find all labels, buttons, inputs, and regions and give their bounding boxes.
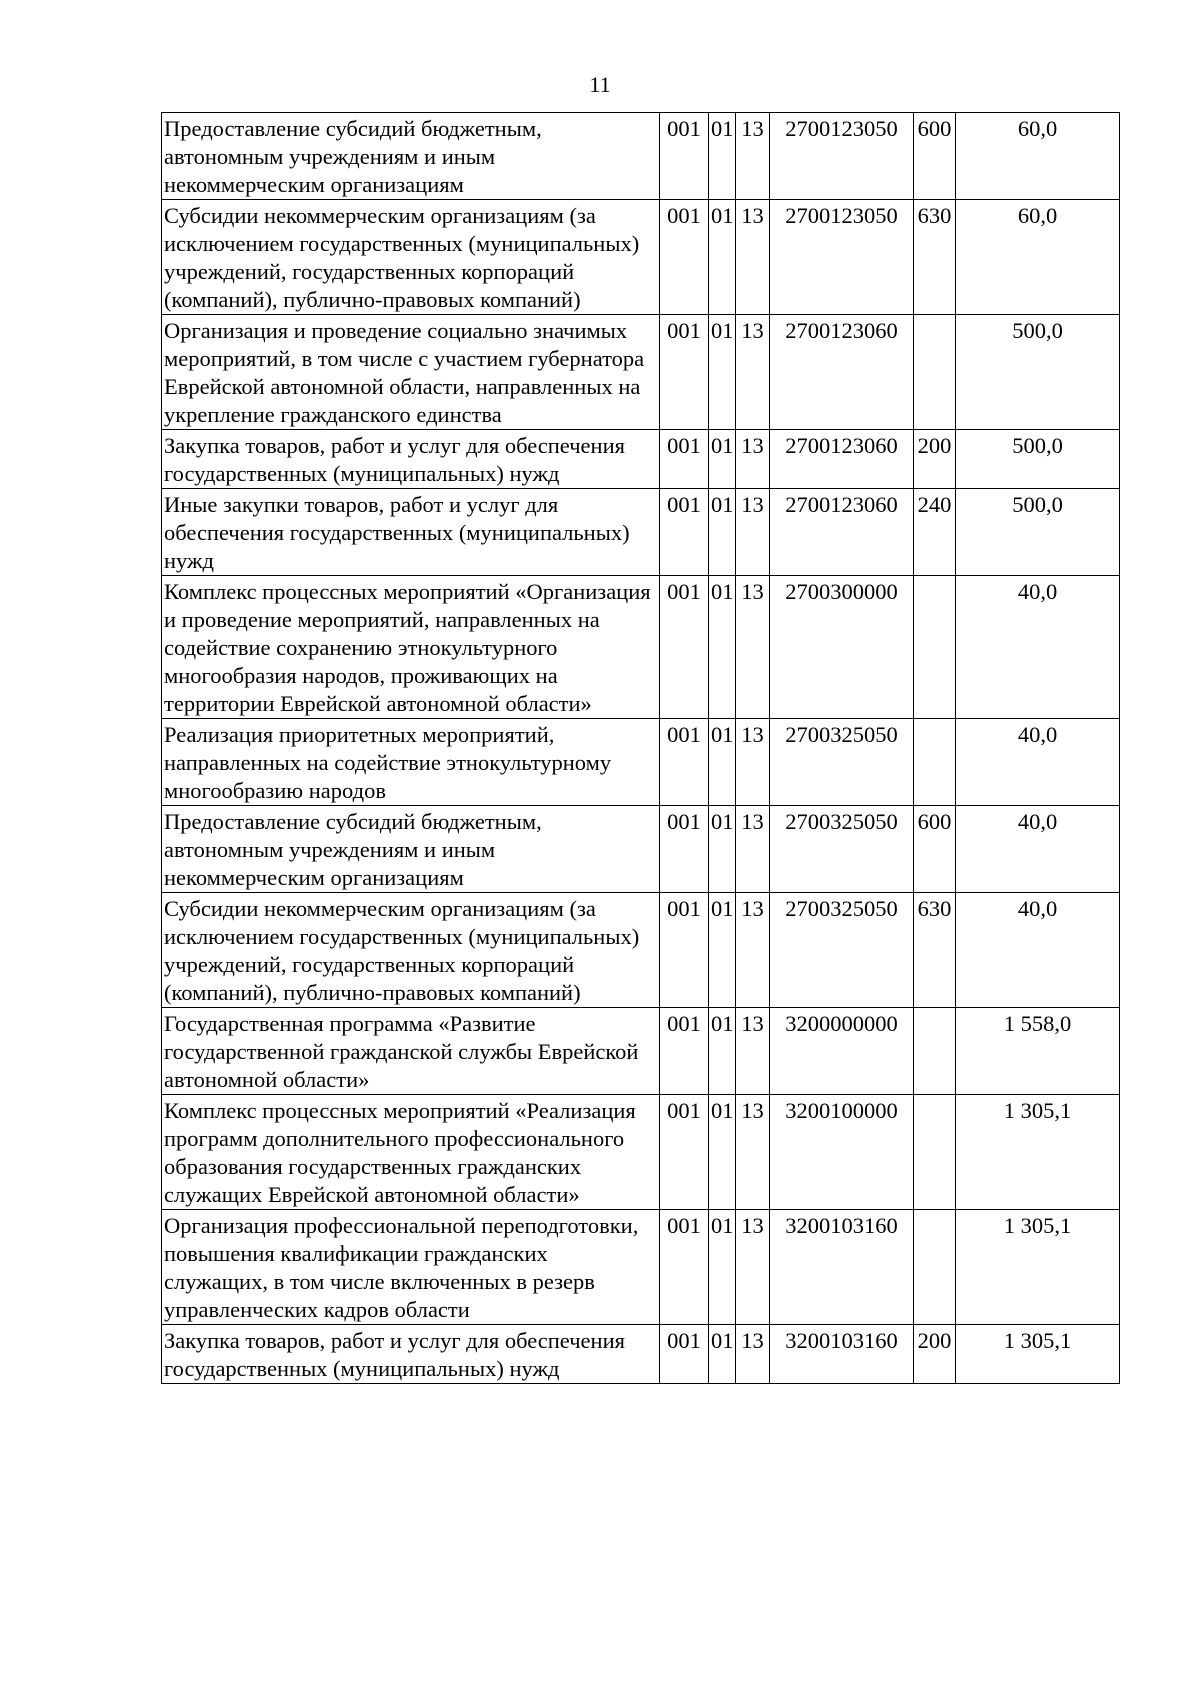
section-code: 01 bbox=[709, 1325, 736, 1384]
subsection-code: 13 bbox=[736, 719, 770, 806]
expense-type-code bbox=[914, 719, 956, 806]
table-row bbox=[162, 893, 1120, 1008]
amount: 500,0 bbox=[956, 315, 1120, 430]
table-row bbox=[162, 1325, 1120, 1384]
subsection-code: 13 bbox=[736, 1210, 770, 1325]
target-item-code: 3200103160 bbox=[770, 1210, 914, 1325]
section-code: 01 bbox=[709, 893, 736, 1008]
subsection-code: 13 bbox=[736, 576, 770, 719]
expense-type-code bbox=[914, 1008, 956, 1095]
target-item-code: 3200100000 bbox=[770, 1095, 914, 1210]
subsection-code: 13 bbox=[736, 315, 770, 430]
subsection-code: 13 bbox=[736, 893, 770, 1008]
admin-code: 001 bbox=[660, 315, 709, 430]
target-item-code: 2700123060 bbox=[770, 489, 914, 576]
item-name: Иные закупки товаров, работ и услуг для обеспечения государственных (муниципальных) нужд bbox=[162, 489, 660, 576]
expense-type-code bbox=[914, 315, 956, 430]
table-row bbox=[162, 1008, 1120, 1095]
admin-code: 001 bbox=[660, 200, 709, 315]
admin-code: 001 bbox=[660, 430, 709, 489]
subsection-code: 13 bbox=[736, 489, 770, 576]
amount: 1 305,1 bbox=[956, 1095, 1120, 1210]
section-code: 01 bbox=[709, 1210, 736, 1325]
target-item-code: 2700123060 bbox=[770, 315, 914, 430]
subsection-code: 13 bbox=[736, 1008, 770, 1095]
target-item-code: 2700325050 bbox=[770, 806, 914, 893]
amount: 1 558,0 bbox=[956, 1008, 1120, 1095]
admin-code: 001 bbox=[660, 1325, 709, 1384]
section-code: 01 bbox=[709, 806, 736, 893]
item-name: Закупка товаров, работ и услуг для обеспечения государственных (муниципальных) нужд bbox=[162, 1325, 660, 1384]
section-code: 01 bbox=[709, 489, 736, 576]
target-item-code: 2700300000 bbox=[770, 576, 914, 719]
target-item-code: 3200000000 bbox=[770, 1008, 914, 1095]
target-item-code: 2700123050 bbox=[770, 200, 914, 315]
amount: 1 305,1 bbox=[956, 1210, 1120, 1325]
target-item-code: 2700123060 bbox=[770, 430, 914, 489]
expense-type-code bbox=[914, 1210, 956, 1325]
amount: 40,0 bbox=[956, 806, 1120, 893]
amount: 40,0 bbox=[956, 719, 1120, 806]
admin-code: 001 bbox=[660, 1210, 709, 1325]
target-item-code: 3200103160 bbox=[770, 1325, 914, 1384]
subsection-code: 13 bbox=[736, 1325, 770, 1384]
amount: 60,0 bbox=[956, 200, 1120, 315]
table-row bbox=[162, 315, 1120, 430]
subsection-code: 13 bbox=[736, 200, 770, 315]
admin-code: 001 bbox=[660, 489, 709, 576]
admin-code: 001 bbox=[660, 576, 709, 719]
section-code: 01 bbox=[709, 1008, 736, 1095]
item-name: Организация профессиональной переподготовки, повышения квалификации гражданских служащих, в том числе включенных в резерв управленческих кадров области bbox=[162, 1210, 660, 1325]
table-row bbox=[162, 200, 1120, 315]
expense-type-code: 240 bbox=[914, 489, 956, 576]
section-code: 01 bbox=[709, 113, 736, 200]
section-code: 01 bbox=[709, 1095, 736, 1210]
admin-code: 001 bbox=[660, 893, 709, 1008]
table-row bbox=[162, 1095, 1120, 1210]
section-code: 01 bbox=[709, 200, 736, 315]
table-row bbox=[162, 719, 1120, 806]
section-code: 01 bbox=[709, 576, 736, 719]
subsection-code: 13 bbox=[736, 1095, 770, 1210]
item-name: Реализация приоритетных мероприятий, направленных на содействие этнокультурному многообразию народов bbox=[162, 719, 660, 806]
item-name: Комплекс процессных мероприятий «Организация и проведение мероприятий, направленных на содействие сохранению этнокультурного многообразия народов, проживающих на территории Еврейской автономной области» bbox=[162, 576, 660, 719]
admin-code: 001 bbox=[660, 719, 709, 806]
target-item-code: 2700325050 bbox=[770, 719, 914, 806]
expense-type-code: 630 bbox=[914, 893, 956, 1008]
subsection-code: 13 bbox=[736, 113, 770, 200]
expense-type-code: 600 bbox=[914, 806, 956, 893]
table-row bbox=[162, 806, 1120, 893]
page-number: 11 bbox=[589, 72, 611, 97]
subsection-code: 13 bbox=[736, 806, 770, 893]
item-name: Субсидии некоммерческим организациям (за исключением государственных (муниципальных) учреждений, государственных корпораций (компаний), публично-правовых компаний) bbox=[162, 200, 660, 315]
amount: 40,0 bbox=[956, 576, 1120, 719]
target-item-code: 2700123050 bbox=[770, 113, 914, 200]
item-name: Комплекс процессных мероприятий «Реализация программ дополнительного профессионального образования государственных гражданских служащих Еврейской автономной области» bbox=[162, 1095, 660, 1210]
item-name: Предоставление субсидий бюджетным, автономным учреждениям и иным некоммерческим организациям bbox=[162, 806, 660, 893]
amount: 500,0 bbox=[956, 430, 1120, 489]
expense-type-code: 200 bbox=[914, 430, 956, 489]
expense-type-code: 630 bbox=[914, 200, 956, 315]
table-row bbox=[162, 430, 1120, 489]
amount: 40,0 bbox=[956, 893, 1120, 1008]
section-code: 01 bbox=[709, 430, 736, 489]
table-row bbox=[162, 489, 1120, 576]
expense-type-code: 600 bbox=[914, 113, 956, 200]
item-name: Закупка товаров, работ и услуг для обеспечения государственных (муниципальных) нужд bbox=[162, 430, 660, 489]
subsection-code: 13 bbox=[736, 430, 770, 489]
amount: 1 305,1 bbox=[956, 1325, 1120, 1384]
expense-type-code bbox=[914, 1095, 956, 1210]
admin-code: 001 bbox=[660, 113, 709, 200]
section-code: 01 bbox=[709, 719, 736, 806]
admin-code: 001 bbox=[660, 1095, 709, 1210]
section-code: 01 bbox=[709, 315, 736, 430]
table-row bbox=[162, 576, 1120, 719]
amount: 500,0 bbox=[956, 489, 1120, 576]
item-name: Субсидии некоммерческим организациям (за исключением государственных (муниципальных) учреждений, государственных корпораций (компаний), публично-правовых компаний) bbox=[162, 893, 660, 1008]
expense-type-code bbox=[914, 576, 956, 719]
expense-type-code: 200 bbox=[914, 1325, 956, 1384]
item-name: Организация и проведение социально значимых мероприятий, в том числе с участием губернатора Еврейской автономной области, направленных на укрепление гражданского единства bbox=[162, 315, 660, 430]
table-row bbox=[162, 113, 1120, 200]
target-item-code: 2700325050 bbox=[770, 893, 914, 1008]
item-name: Предоставление субсидий бюджетным, автономным учреждениям и иным некоммерческим организациям bbox=[162, 113, 660, 200]
admin-code: 001 bbox=[660, 806, 709, 893]
item-name: Государственная программа «Развитие государственной гражданской службы Еврейской автономной области» bbox=[162, 1008, 660, 1095]
budget-table bbox=[161, 112, 1120, 1384]
amount: 60,0 bbox=[956, 113, 1120, 200]
admin-code: 001 bbox=[660, 1008, 709, 1095]
table-row bbox=[162, 1210, 1120, 1325]
